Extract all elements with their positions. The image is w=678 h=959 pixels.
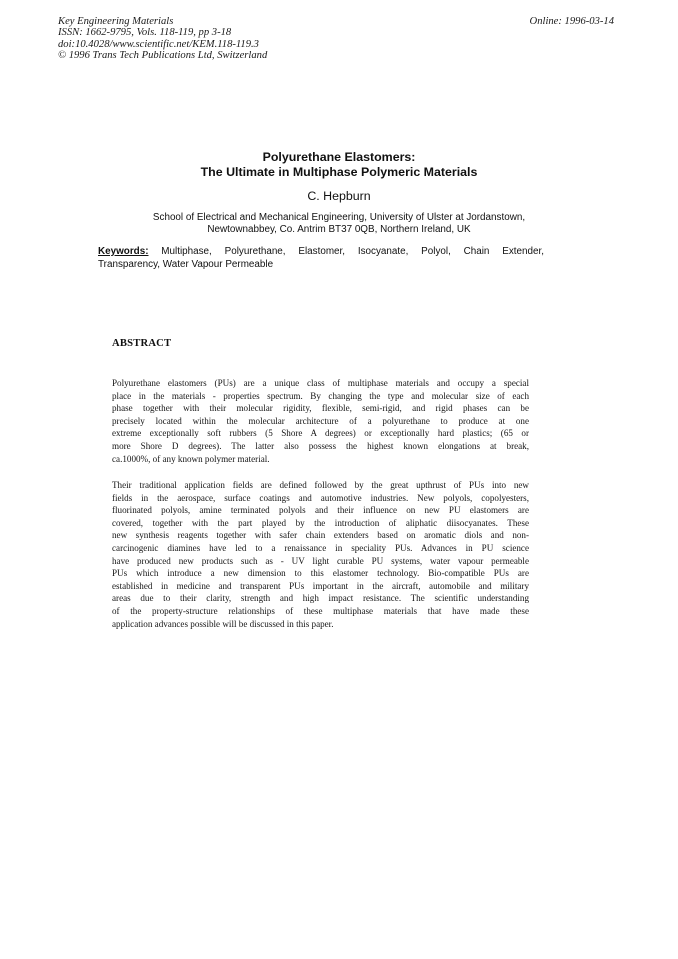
paragraph-line: precisely located within the molecular architecture of a polyurethane to produce at one bbox=[112, 415, 529, 426]
abstract-heading: ABSTRACT bbox=[112, 338, 172, 349]
author-affiliation bbox=[0, 212, 678, 236]
keywords-line-2: Transparency, Water Vapour Permeable bbox=[98, 258, 274, 270]
paragraph-line: Their traditional application fields are defined followed by the great upthrust of PUs into new bbox=[112, 480, 529, 490]
paragraph-line: ca.1000%, of any known polymer material. bbox=[112, 453, 270, 464]
paragraph-line: Polyurethane elastomers (PUs) are a unique class of multiphase materials and occupy a special bbox=[112, 378, 529, 388]
affiliation-line-2: Newtownabbey, Co. Antrim BT37 0QB, Northern Ireland, UK bbox=[207, 224, 471, 235]
keywords-label: Keywords: bbox=[98, 246, 149, 257]
paragraph-line: more Shore D degrees). The latter also possess the highest known elongations at break, bbox=[112, 440, 529, 451]
title-line-2: The Ultimate in Multiphase Polymeric Materials bbox=[200, 165, 478, 179]
paragraph-line: extreme exceptionally soft rubbers (5 Shore A degrees) or exceptionally hard plastics; (65 or bbox=[112, 428, 529, 439]
keyword-item: Polyol, bbox=[421, 246, 451, 257]
paragraph-line: application advances possible will be discussed in this paper. bbox=[112, 618, 334, 629]
keywords-line-1 bbox=[98, 246, 544, 259]
abstract-paragraph-2 bbox=[112, 479, 529, 630]
paragraph-line: of the property-structure relationships of these multiphase materials that have made these bbox=[112, 605, 529, 616]
online-date: Online: 1996-03-14 bbox=[529, 16, 614, 27]
paragraph-line: covered, together with the part played by the introduction of aliphatic diisocyanates. These bbox=[112, 517, 529, 528]
author-name: C. Hepburn bbox=[307, 189, 371, 203]
paragraph-line: carcinogenic diamines have led to a renaissance in speciality PUs. Advances in PU science bbox=[112, 542, 529, 553]
title-line-1: Polyurethane Elastomers: bbox=[262, 150, 416, 164]
keywords-block bbox=[98, 246, 544, 271]
paragraph-line: place in the materials - properties spectrum. By changing the type and molecular size of each bbox=[112, 390, 529, 401]
paragraph-line: have produced new products such as - UV light curable PU systems, water vapour permeable bbox=[112, 555, 529, 566]
keyword-item: Polyurethane, bbox=[224, 246, 286, 257]
doi-line[interactable]: doi:10.4028/www.scientific.net/KEM.118-119.3 bbox=[58, 38, 259, 50]
keyword-item: Extender, bbox=[502, 246, 544, 257]
paper-title bbox=[0, 150, 678, 180]
paragraph-line: established in medicine and transparent PUs important in the aircraft, automobile and military bbox=[112, 580, 529, 591]
keyword-item: Chain bbox=[463, 246, 490, 257]
keyword-item: Elastomer, bbox=[298, 246, 346, 257]
abstract-paragraph-1 bbox=[112, 377, 529, 465]
paragraph-line: PUs which introduce a new dimension to this elastomer technology. Bio-compatible PUs are bbox=[112, 568, 529, 579]
journal-name: Key Engineering Materials bbox=[58, 16, 174, 27]
publication-header bbox=[58, 16, 267, 61]
paragraph-line: new synthesis reagents together with safer chain extenders based on aromatic diols and non- bbox=[112, 530, 529, 541]
keyword-item: Isocyanate, bbox=[357, 246, 409, 257]
paragraph-line: fields in the aerospace, surface coatings and automotive industries. New polyols, copolyesters, bbox=[112, 492, 529, 503]
issn-line: ISSN: 1662-9795, Vols. 118-119, pp 3-18 bbox=[58, 27, 232, 39]
paragraph-line: fluorinated polyols, amine terminated polyols and their influence on new PU elastomers are bbox=[112, 505, 529, 516]
affiliation-line-1: School of Electrical and Mechanical Engineering, University of Ulster at Jordanstown, bbox=[152, 212, 526, 223]
keyword-item: Multiphase, bbox=[161, 246, 212, 257]
paragraph-line: areas due to their clarity, strength and high impact resistance. The scientific understanding bbox=[112, 593, 529, 604]
copyright-line: © 1996 Trans Tech Publications Ltd, Switzerland bbox=[58, 49, 268, 61]
paragraph-line: phase together with their molecular rigidity, flexible, semi-rigid, and rigid phases can be bbox=[112, 403, 529, 414]
